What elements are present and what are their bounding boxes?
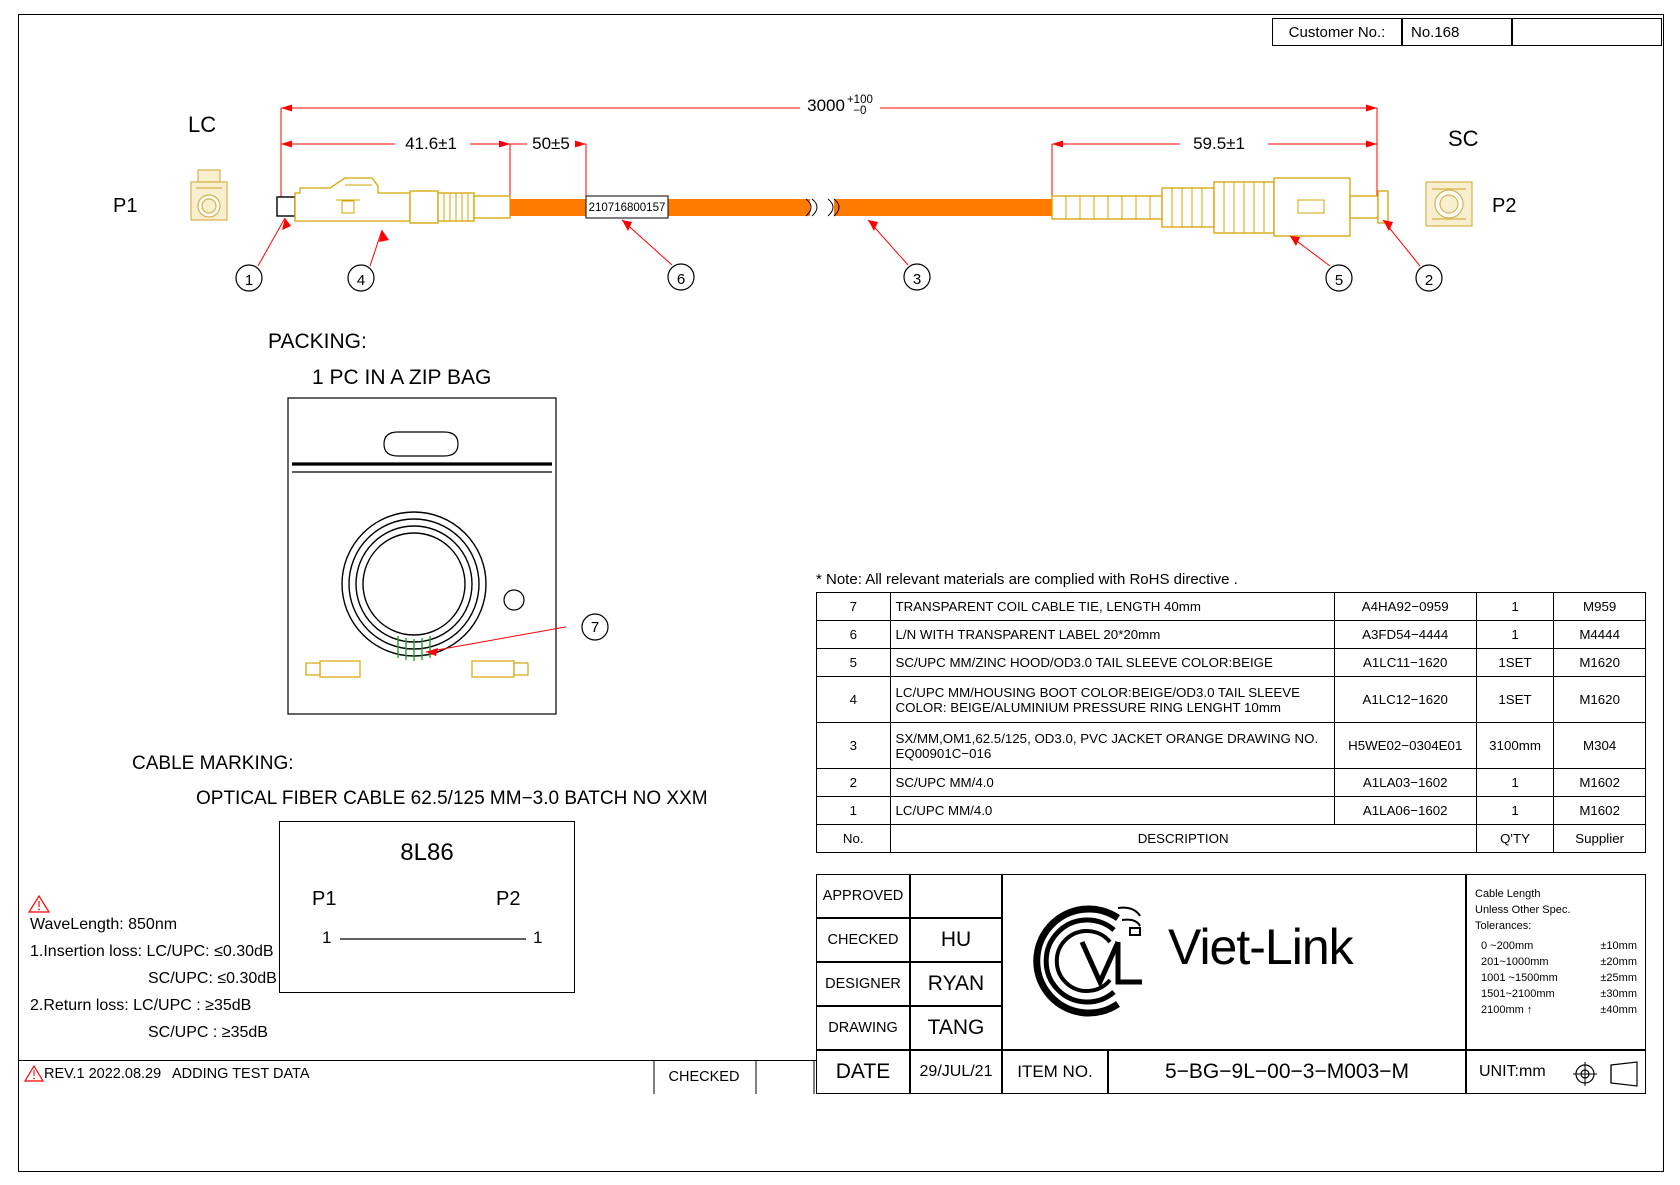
unit-cell bbox=[1466, 1050, 1646, 1094]
bom-qty: 1 bbox=[1476, 621, 1554, 649]
revision-text: REV.1 2022.08.29 bbox=[44, 1066, 162, 1082]
polarity-p1: P1 bbox=[312, 888, 337, 910]
bom-supplier: M304 bbox=[1554, 723, 1646, 769]
dim-total-value: 3000 +100 −0 bbox=[807, 93, 873, 117]
viet-link-logo-icon bbox=[1022, 898, 1168, 1024]
designer-label: DESIGNER bbox=[816, 962, 910, 1006]
bom-supplier: M1602 bbox=[1554, 769, 1646, 797]
cable-label-text: 210716800157 bbox=[588, 202, 666, 214]
packing-title: PACKING: bbox=[268, 330, 367, 353]
spec-return-loss-2: SC/UPC : ≥35dB bbox=[148, 1024, 268, 1041]
packing-line: 1 PC IN A ZIP BAG bbox=[312, 366, 492, 389]
port-right-label: P2 bbox=[1492, 195, 1517, 217]
tolerance-row bbox=[1475, 955, 1637, 971]
bom-pn: A1LA06−1602 bbox=[1334, 797, 1476, 825]
tolerance-value: ±30mm bbox=[1600, 987, 1637, 1000]
tolerance-row bbox=[1475, 971, 1637, 987]
checked-value: HU bbox=[910, 918, 1002, 962]
bom-desc: SC/UPC MM/ZINC HOOD/OD3.0 TAIL SLEEVE COLOR:BEIGE bbox=[890, 649, 1334, 677]
bom-desc: SX/MM,OM1,62.5/125, OD3.0, PVC JACKET ORANGE DRAWING NO. EQ00901C−016 bbox=[890, 723, 1334, 769]
table-row bbox=[817, 769, 1646, 797]
balloon-6: 6 bbox=[676, 270, 686, 288]
bom-qty: 1 bbox=[1476, 797, 1554, 825]
bom-supplier: M959 bbox=[1554, 593, 1646, 621]
projection-symbol-icon bbox=[1571, 1060, 1641, 1088]
polarity-left-num: 1 bbox=[322, 928, 332, 947]
bom-header-qty: Q'TY bbox=[1476, 825, 1554, 853]
tolerance-value: ±25mm bbox=[1600, 971, 1637, 984]
bom-supplier: M1602 bbox=[1554, 797, 1646, 825]
dim-total-plus: +100 bbox=[846, 93, 873, 106]
dim-total-minus: −0 bbox=[853, 105, 867, 117]
port-left-label: P1 bbox=[113, 195, 138, 217]
table-row bbox=[817, 621, 1646, 649]
bom-desc: LC/UPC MM/HOUSING BOOT COLOR:BEIGE/OD3.0 TAIL SLEEVE COLOR: BEIGE/ALUMINIUM PRESSURE RING LENGHT 10mm bbox=[890, 677, 1334, 723]
bom-pn: A4HA92−0959 bbox=[1334, 593, 1476, 621]
bom-desc: TRANSPARENT COIL CABLE TIE, LENGTH 40mm bbox=[890, 593, 1334, 621]
tolerance-value: ±20mm bbox=[1600, 955, 1637, 968]
bom-supplier: M4444 bbox=[1554, 621, 1646, 649]
cable-marking-line: OPTICAL FIBER CABLE 62.5/125 MM−3.0 BATCH NO XXM bbox=[196, 788, 708, 809]
customer-no-label: Customer No.: bbox=[1288, 23, 1386, 41]
item-no-label: ITEM NO. bbox=[1002, 1050, 1108, 1094]
bom-header-no: No. bbox=[817, 825, 891, 853]
tolerance-title-2: Unless Other Spec. bbox=[1475, 903, 1571, 916]
table-row bbox=[817, 649, 1646, 677]
bom-no: 4 bbox=[817, 677, 891, 723]
rohs-note: * Note: All relevant materials are complied with RoHS directive . bbox=[816, 571, 1238, 588]
tolerance-row bbox=[1475, 939, 1637, 955]
customer-no-value-cell bbox=[1402, 18, 1512, 46]
polarity-p2: P2 bbox=[496, 888, 521, 910]
drawing-value: TANG bbox=[910, 1006, 1002, 1050]
spec-wavelength: WaveLength: 850nm bbox=[30, 916, 178, 933]
bom-qty: 1 bbox=[1476, 769, 1554, 797]
balloon-3: 3 bbox=[912, 270, 922, 288]
drawing-label: DRAWING bbox=[816, 1006, 910, 1050]
zip-bag-illustration bbox=[286, 396, 566, 716]
bom-desc: L/N WITH TRANSPARENT LABEL 20*20mm bbox=[890, 621, 1334, 649]
bom-qty: 3100mm bbox=[1476, 723, 1554, 769]
bom-qty: 1 bbox=[1476, 593, 1554, 621]
revision-warning-icon bbox=[24, 1064, 44, 1082]
spec-insertion-loss-2: SC/UPC: ≤0.30dB bbox=[148, 970, 277, 987]
designer-value: RYAN bbox=[910, 962, 1002, 1006]
tolerance-value: ±10mm bbox=[1600, 939, 1637, 952]
bom-no: 1 bbox=[817, 797, 891, 825]
tolerance-range: 0 ~200mm bbox=[1481, 939, 1534, 952]
tolerance-box bbox=[1466, 874, 1646, 1050]
bom-qty: 1SET bbox=[1476, 649, 1554, 677]
customer-no-label-cell bbox=[1272, 18, 1402, 46]
tolerance-row bbox=[1475, 987, 1637, 1003]
bom-no: 6 bbox=[817, 621, 891, 649]
tolerance-row bbox=[1475, 1003, 1637, 1019]
unit-label: UNIT:mm bbox=[1479, 1063, 1546, 1080]
tolerance-title-1: Cable Length bbox=[1475, 888, 1541, 900]
connector-left-label: LC bbox=[188, 112, 217, 137]
bom-pn: A1LA03−1602 bbox=[1334, 769, 1476, 797]
revision-checked: CHECKED bbox=[668, 1069, 740, 1085]
polarity-code: 8L86 bbox=[400, 839, 454, 866]
connector-right-label: SC bbox=[1448, 126, 1479, 151]
bom-header-supplier: Supplier bbox=[1554, 825, 1646, 853]
dim-right-value: 59.5±1 bbox=[1193, 134, 1245, 153]
balloon-1: 1 bbox=[244, 271, 254, 289]
tolerance-range: 201~1000mm bbox=[1481, 955, 1549, 968]
bom-no: 3 bbox=[817, 723, 891, 769]
bom-no: 2 bbox=[817, 769, 891, 797]
bom-pn: A1LC11−1620 bbox=[1334, 649, 1476, 677]
warning-icon bbox=[28, 894, 50, 914]
bom-desc: LC/UPC MM/4.0 bbox=[890, 797, 1334, 825]
item-no-value: 5−BG−9L−00−3−M003−M bbox=[1108, 1050, 1466, 1094]
table-row bbox=[817, 797, 1646, 825]
table-row bbox=[817, 677, 1646, 723]
bom-pn: A1LC12−1620 bbox=[1334, 677, 1476, 723]
balloon-7: 7 bbox=[590, 618, 600, 636]
table-row bbox=[817, 723, 1646, 769]
balloon-4: 4 bbox=[356, 271, 366, 289]
date-value: 29/JUL/21 bbox=[910, 1050, 1002, 1094]
approved-value bbox=[910, 874, 1002, 918]
bom-pn: H5WE02−0304E01 bbox=[1334, 723, 1476, 769]
bom-table bbox=[816, 592, 1646, 853]
bom-supplier: M1620 bbox=[1554, 677, 1646, 723]
tolerance-range: 1501~2100mm bbox=[1481, 987, 1555, 1000]
revision-desc: ADDING TEST DATA bbox=[172, 1066, 310, 1082]
customer-no-blank-cell bbox=[1512, 18, 1662, 46]
balloon-2: 2 bbox=[1424, 271, 1434, 289]
polarity-link-line bbox=[340, 936, 530, 942]
cable-marking-title: CABLE MARKING: bbox=[132, 753, 294, 774]
customer-no-value: No.168 bbox=[1411, 23, 1460, 41]
spec-return-loss-1: 2.Return loss: LC/UPC : ≥35dB bbox=[30, 997, 252, 1014]
tolerance-range: 2100mm ↑ bbox=[1481, 1003, 1533, 1016]
company-name: Viet-Link bbox=[1168, 919, 1353, 975]
dim-mid-value: 50±5 bbox=[532, 134, 570, 153]
bom-pn: A3FD54−4444 bbox=[1334, 621, 1476, 649]
tolerance-value: ±40mm bbox=[1600, 1003, 1637, 1016]
bom-desc: SC/UPC MM/4.0 bbox=[890, 769, 1334, 797]
bom-header-desc: DESCRIPTION bbox=[890, 825, 1476, 853]
bom-no: 5 bbox=[817, 649, 891, 677]
table-row bbox=[817, 593, 1646, 621]
tolerance-title-3: Tolerances: bbox=[1475, 919, 1532, 932]
approved-label: APPROVED bbox=[816, 874, 910, 918]
checked-label: CHECKED bbox=[816, 918, 910, 962]
spec-insertion-loss-1: 1.Insertion loss: LC/UPC: ≤0.30dB bbox=[30, 943, 274, 960]
balloon-5: 5 bbox=[1334, 271, 1344, 289]
revision-divider-lines bbox=[652, 1060, 818, 1096]
bom-supplier: M1620 bbox=[1554, 649, 1646, 677]
dim-left-value: 41.6±1 bbox=[405, 134, 457, 153]
table-header-row bbox=[817, 825, 1646, 853]
bom-no: 7 bbox=[817, 593, 891, 621]
bom-qty: 1SET bbox=[1476, 677, 1554, 723]
tolerance-range: 1001 ~1500mm bbox=[1481, 971, 1558, 984]
date-label: DATE bbox=[816, 1050, 910, 1094]
polarity-right-num: 1 bbox=[533, 928, 543, 947]
